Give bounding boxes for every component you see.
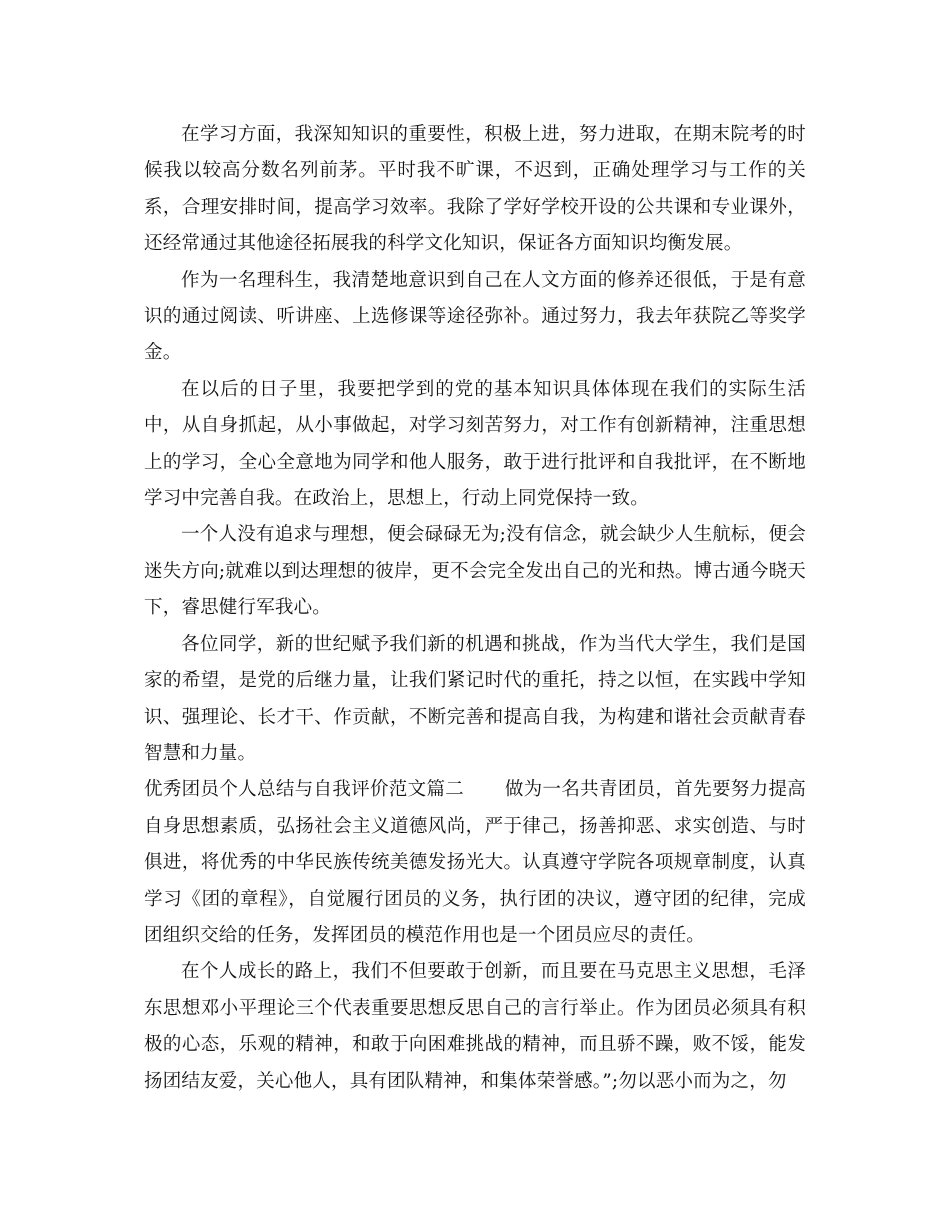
paragraph-humanities: 作为一名理科生，我清楚地意识到自己在人文方面的修养还很低，于是有意识的通过阅读、听讲座、上选修课等途径弥补。通过努力，我去年获院乙等奖学金。 bbox=[144, 269, 806, 364]
section-first-paragraph: 做为一名共青团员，首先要努力提高自身思想素质，弘扬社会主义道德风尚，严于律己，扬善抑恶、求实创造、与时俱进，将优秀的中华民族传统美德发扬光大。认真遵守学院各项规章制度，认真学习《团的章程》，自觉履行团员的义务，执行团的决议，遵守团的纪律，完成团组织交给的任务，发挥团员的模范作用也是一个团员应尽的责任。 bbox=[144, 779, 806, 946]
section-two-block bbox=[144, 772, 806, 954]
paragraph-classmates: 各位同学，新的世纪赋予我们新的机遇和挑战，作为当代大学生，我们是国家的希望，是党的后继力量，让我们紧记时代的重托，持之以恒，在实践中学知识、强理论、长才干、作贡献，不断完善和提高自我，为构建和谐社会贡献青春智慧和力量。 bbox=[144, 633, 806, 764]
document-body bbox=[144, 117, 806, 1100]
paragraph-ideals: 一个人没有追求与理想，便会碌碌无为;没有信念，就会缺少人生航标，便会迷失方向;就难以到达理想的彼岸，更不会完全发出自己的光和热。博古通今晓天下，睿思健行军我心。 bbox=[144, 524, 806, 619]
paragraph-future: 在以后的日子里，我要把学到的党的基本知识具体体现在我们的实际生活中，从自身抓起，从小事做起，对学习刻苦努力，对工作有创新精神，注重思想上的学习，全心全意地为同学和他人服务，敢于进行批评和自我批评，在不断地学习中完善自我。在政治上，思想上，行动上同党保持一致。 bbox=[144, 378, 806, 510]
paragraph-growth: 在个人成长的路上，我们不但要敢于创新，而且要在马克思主义思想，毛泽东思想邓小平理论三个代表重要思想反思自己的言行举止。作为团员必须具有积极的心态，乐观的精神，和敢于向困难挑战的精神，而且骄不躁，败不馁，能发扬团结友爱，关心他人，具有团队精神，和集体荣誉感。”;勿以恶小而为之，勿 bbox=[144, 961, 806, 1092]
paragraph-study: 在学习方面，我深知知识的重要性，积极上进，努力进取，在期末院考的时候我以较高分数名列前茅。平时我不旷课，不迟到，正确处理学习与工作的关系，合理安排时间，提高学习效率。我除了学好学校开设的公共课和专业课外，还经常通过其他途径拓展我的科学文化知识，保证各方面知识均衡发展。 bbox=[144, 124, 806, 255]
section-heading: 优秀团员个人总结与自我评价范文篇二 bbox=[144, 779, 465, 801]
